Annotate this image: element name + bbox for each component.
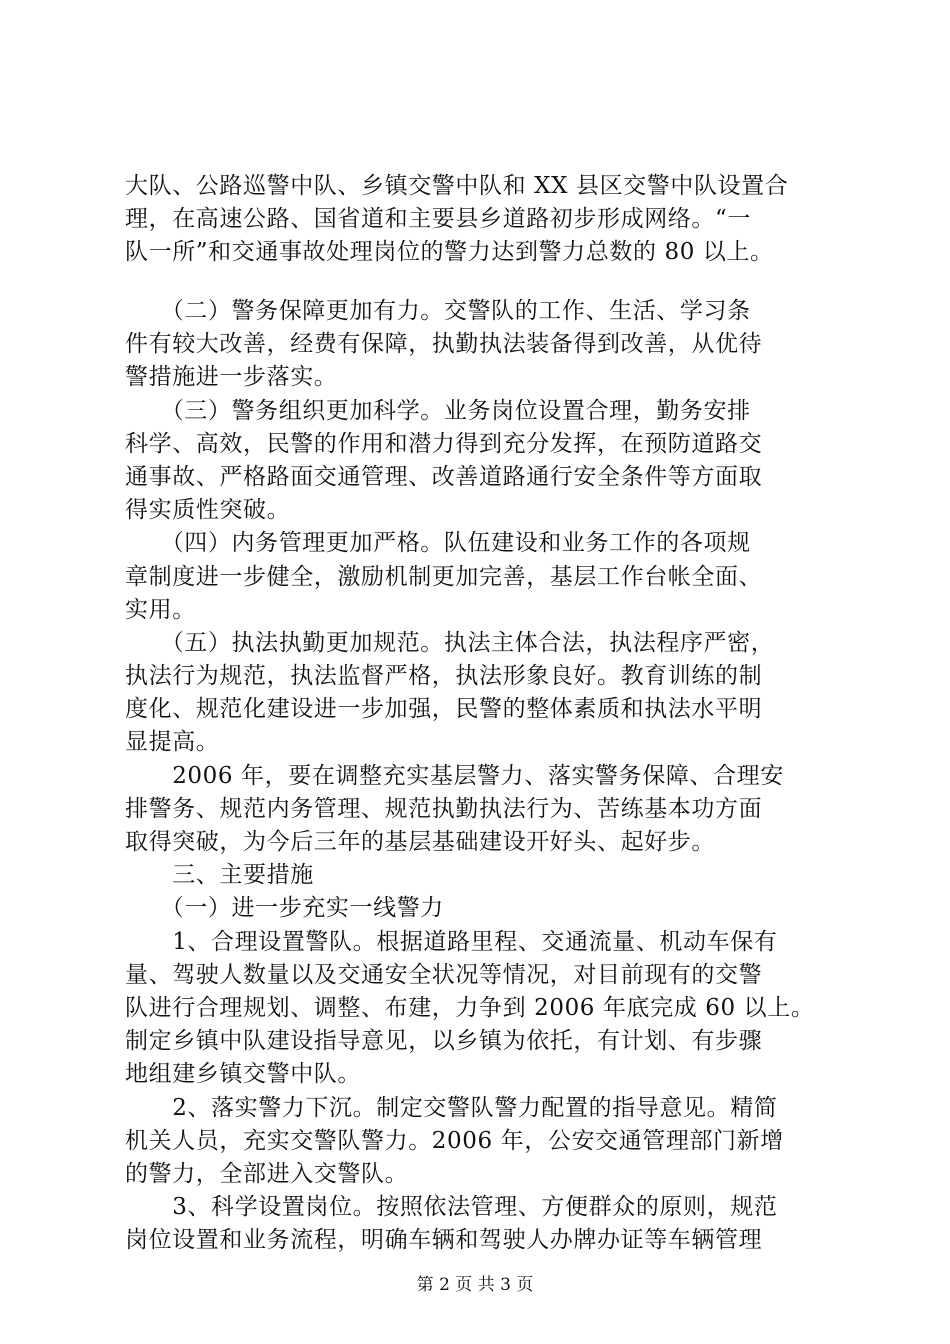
text-line: 实用。: [125, 596, 196, 623]
text-line: 件有较大改善，经费有保障，执勤执法装备得到改善，从优待: [125, 331, 763, 358]
text-line: 显提高。: [125, 729, 220, 756]
text-line: 机关人员，充实交警队警力。2006 年，公安交通管理部门新增: [125, 1127, 784, 1154]
text-line: 3、科学设置岗位。按照依法管理、方便群众的原则，规范: [125, 1194, 778, 1221]
text-line: 大队、公路巡警中队、乡镇交警中队和 XX 县区交警中队设置合: [125, 173, 789, 199]
text-line: 制定乡镇中队建设指导意见，以乡镇为依托，有计划、有步骤: [125, 1028, 763, 1055]
text-line: 科学、高效，民警的作用和潜力得到充分发挥，在预防道路交: [125, 430, 763, 457]
text-line: 队一所”和交通事故处理岗位的警力达到警力总数的 80 以上。: [125, 239, 774, 266]
page-footer: 第 2 页 共 3 页: [416, 1275, 534, 1295]
body-text-main: [125, 295, 835, 1257]
text-line: 队进行合理规划、调整、布建，力争到 2006 年底完成 60 以上。: [125, 994, 815, 1021]
text-line: 2006 年，要在调整充实基层警力、落实警务保障、合理安: [125, 762, 784, 789]
text-line: 执法行为规范，执法监督严格，执法形象良好。教育训练的制: [125, 663, 763, 690]
text-line: 1、合理设置警队。根据道路里程、交通流量、机动车保有: [125, 928, 778, 955]
text-line: 取得突破，为今后三年的基层基础建设开好头、起好步。: [125, 829, 715, 855]
text-line: 理，在高速公路、国省道和主要县乡道路初步形成网络。“一: [125, 206, 751, 233]
text-line: 三、主要措施: [125, 862, 314, 889]
text-line: （四）内务管理更加严格。队伍建设和业务工作的各项规: [125, 530, 751, 557]
text-line: （三）警务组织更加科学。业务岗位设置合理，勤务安排: [125, 397, 751, 424]
text-line: 2、落实警力下沉。制定交警队警力配置的指导意见。精简: [125, 1094, 778, 1121]
text-line: 排警务、规范内务管理、规范执勤执法行为、苦练基本功方面: [125, 795, 763, 822]
text-line: （五）执法执勤更加规范。执法主体合法，执法程序严密，: [125, 629, 775, 656]
text-line: 量、驾驶人数量以及交通安全状况等情况，对目前现有的交警: [125, 961, 763, 988]
text-line: 警措施进一步落实。: [125, 364, 338, 391]
text-line: 得实质性突破。: [125, 497, 291, 524]
text-line: 度化、规范化建设进一步加强，民警的整体素质和执法水平明: [125, 696, 763, 723]
text-line: （一）进一步充实一线警力: [125, 895, 444, 922]
body-text-top: [125, 170, 835, 270]
text-line: 地组建乡镇交警中队。: [125, 1061, 361, 1088]
text-line: 章制度进一步健全，激励机制更加完善，基层工作台帐全面、: [125, 563, 763, 590]
text-line: （二）警务保障更加有力。交警队的工作、生活、学习条: [125, 298, 751, 324]
text-line: 岗位设置和业务流程，明确车辆和驾驶人办牌办证等车辆管理: [125, 1227, 763, 1254]
text-line: 通事故、严格路面交通管理、改善道路通行安全条件等方面取: [125, 463, 763, 490]
text-line: 的警力，全部进入交警队。: [125, 1160, 409, 1187]
